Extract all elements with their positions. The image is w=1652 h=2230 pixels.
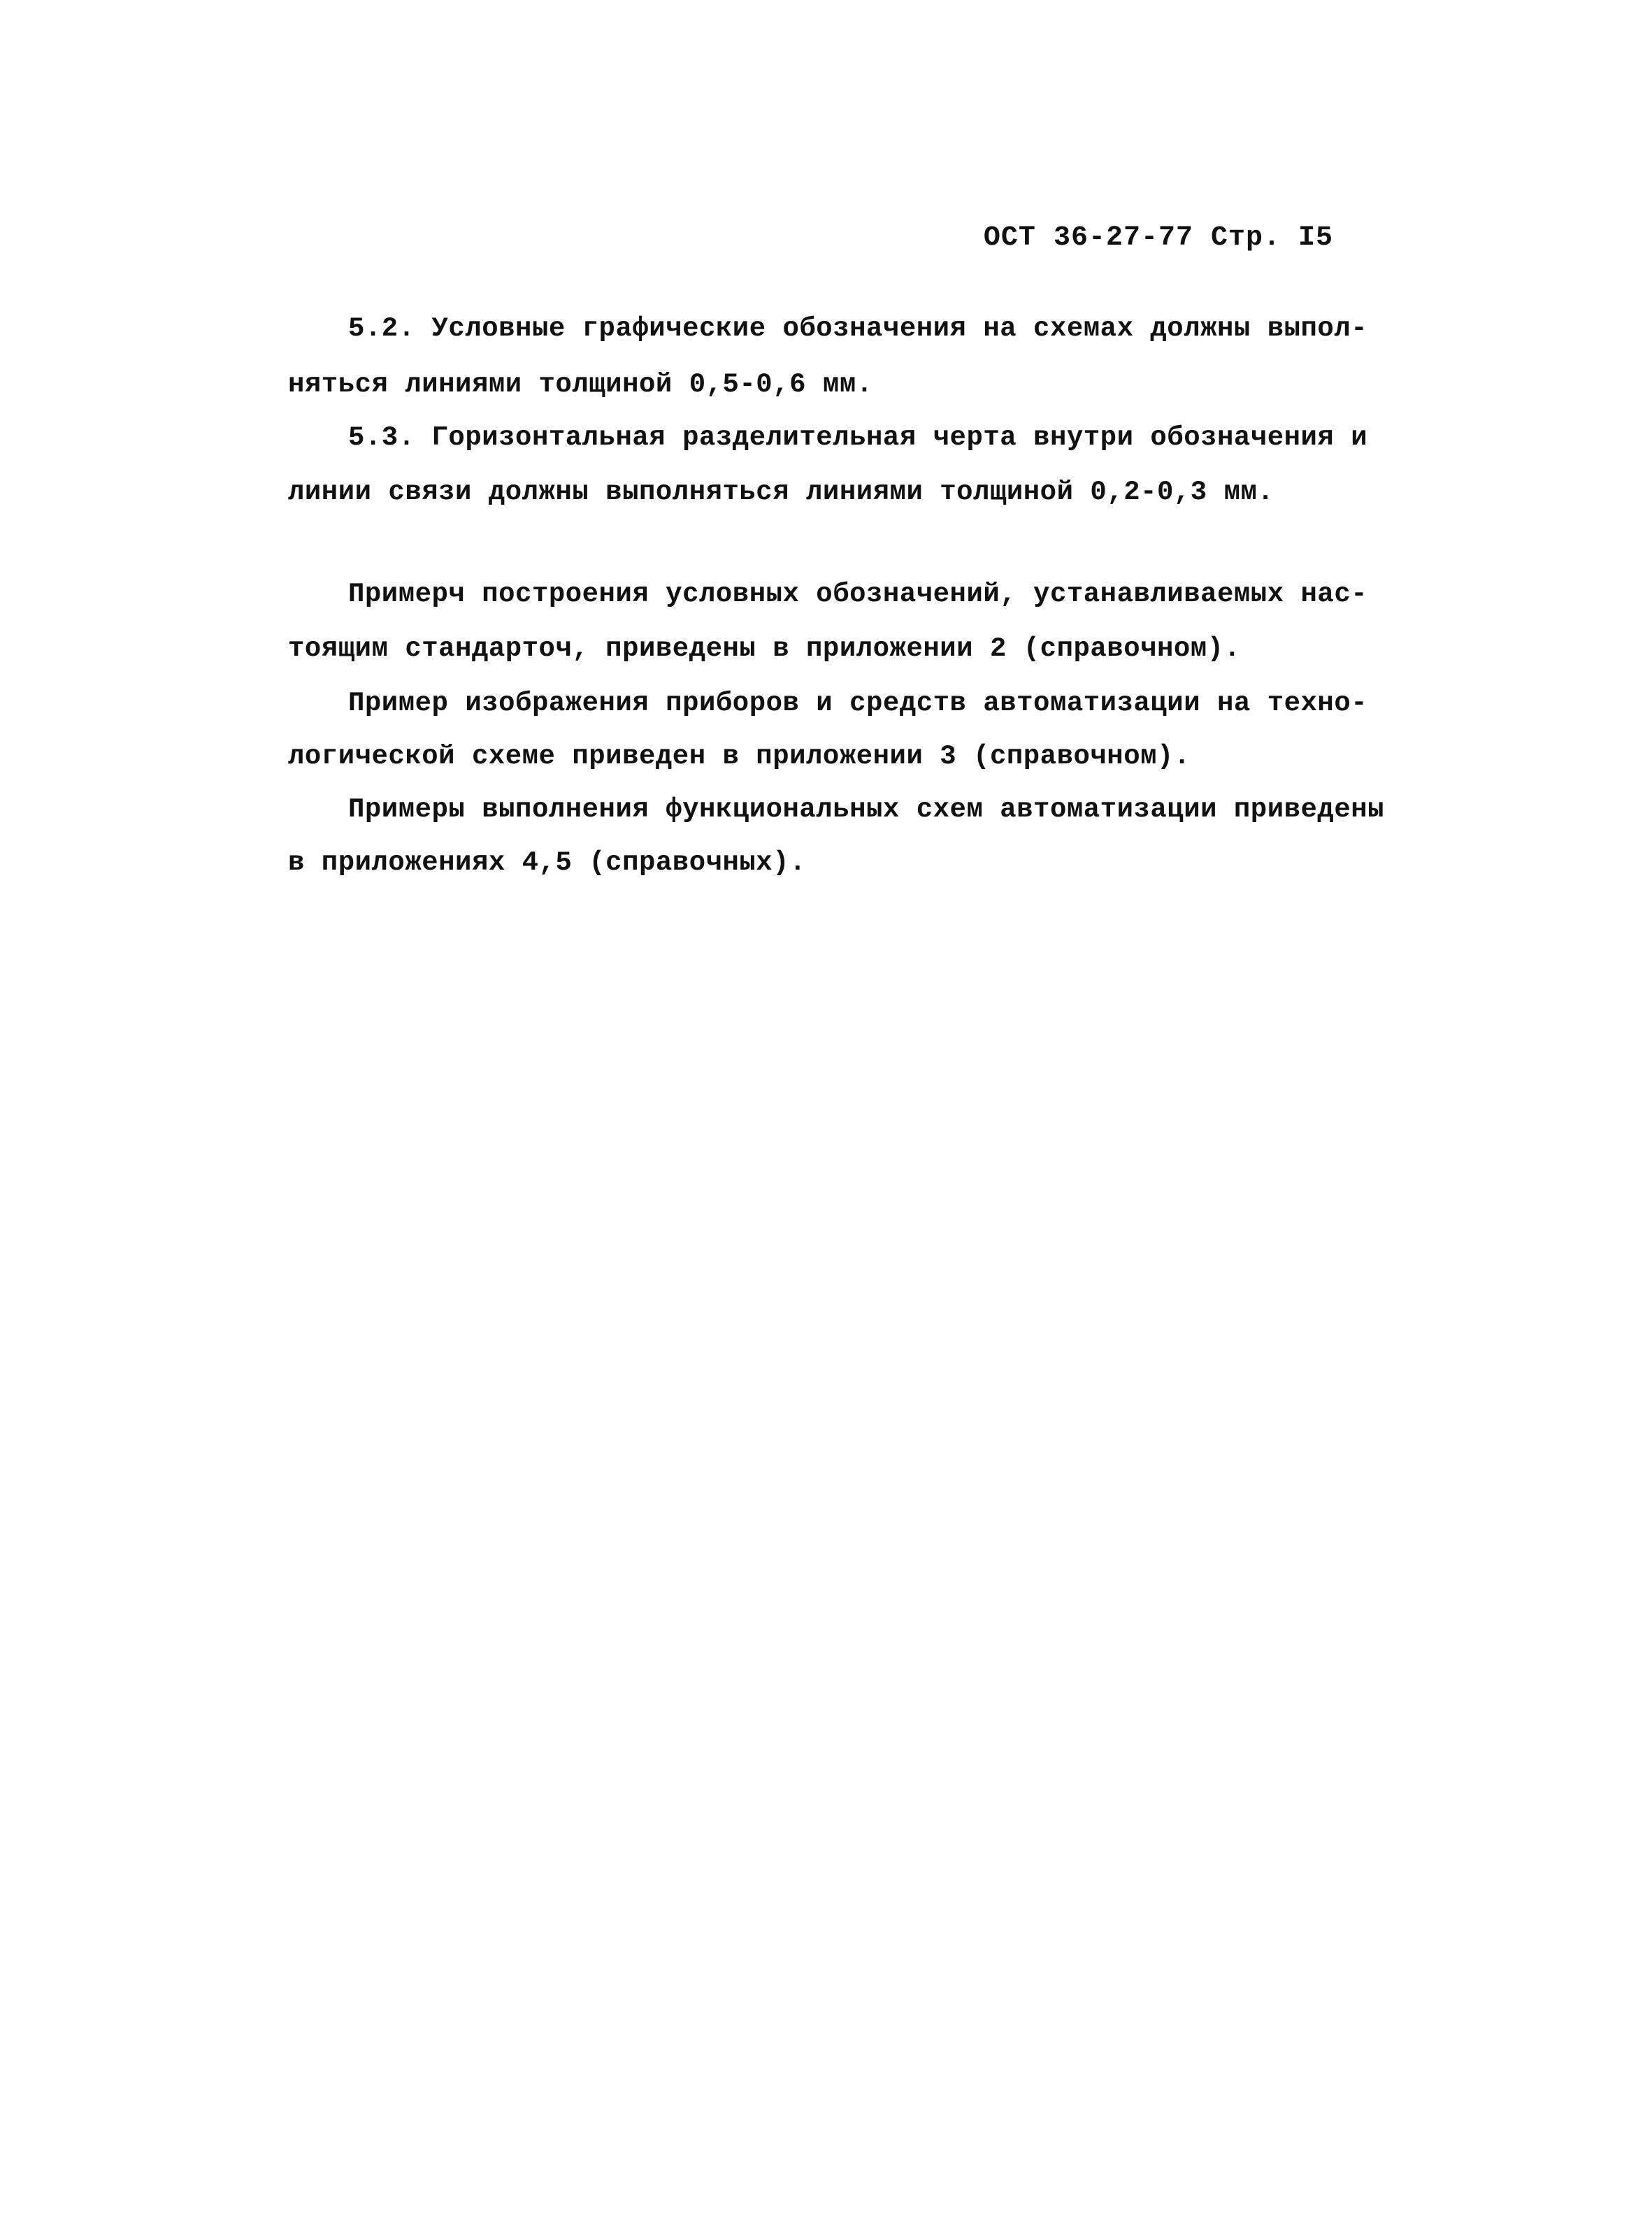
text-line: линии связи должны выполняться линиями толщиной 0,2-0,3 мм. [288, 477, 1274, 508]
text-line: Примеры выполнения функциональных схем автоматизации приведены [348, 794, 1385, 825]
text-line: няться линиями толщиной 0,5-0,6 мм. [288, 369, 873, 400]
text-line: в приложениях 4,5 (справочных). [288, 847, 807, 878]
page-header: ОСТ 36-27-77 Стр. I5 [983, 222, 1333, 254]
text-line: Пример изображения приборов и средств автоматизации на техно- [348, 688, 1368, 719]
text-line: Примерч построения условных обозначений, устанавливаемых нас- [348, 579, 1368, 610]
text-line: тоящим стандарточ, приведены в приложении 2 (справочном). [288, 633, 1241, 664]
text-line: 5.2. Условные графические обозначения на схемах должны выпол- [348, 313, 1368, 344]
text-line: 5.3. Горизонтальная разделительная черта внутри обозначения и [348, 422, 1368, 453]
text-line: логической схеме приведен в приложении 3 (справочном). [288, 741, 1191, 772]
